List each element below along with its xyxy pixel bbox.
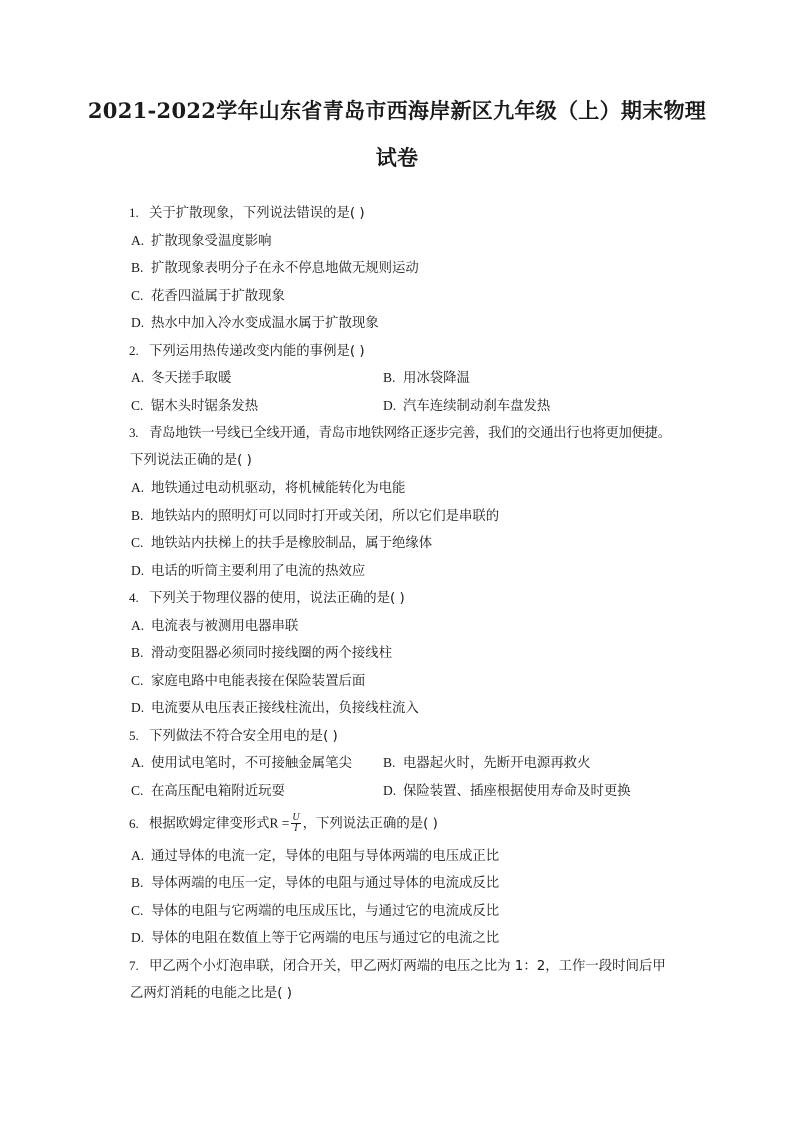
- question-2-option-c: [131, 397, 258, 416]
- question-1-option-a: [131, 232, 272, 251]
- question-text-continued: ，下列说法正确的是( ): [302, 816, 438, 832]
- formula-lhs: R =: [269, 815, 290, 831]
- option-text: 地铁站内扶梯上的扶手是橡胶制品，属于绝缘体: [151, 536, 433, 551]
- question-5-option-b: [383, 754, 590, 773]
- question-7-stem: [129, 957, 666, 976]
- question-number: 3.: [129, 425, 139, 440]
- option-text: 电话的听筒主要利用了电流的热效应: [151, 564, 366, 579]
- formula-numerator: U: [292, 812, 300, 823]
- option-text: 扩散现象受温度影响: [151, 234, 272, 249]
- question-text: 关于扩散现象，下列说法错误的是( ): [149, 206, 365, 221]
- question-number: 7.: [129, 958, 139, 973]
- question-6-option-d: [131, 929, 499, 948]
- option-label: B.: [131, 645, 144, 660]
- question-6-option-c: [131, 902, 499, 921]
- option-label: B.: [131, 875, 144, 890]
- question-7-stem-continued: 乙两灯消耗的电能之比是( ): [130, 986, 293, 1001]
- question-3-stem-continued: 下列说法正确的是( ): [130, 453, 252, 468]
- question-2-stem: [129, 342, 365, 361]
- question-4-stem: [129, 589, 405, 608]
- option-label: C.: [131, 288, 144, 303]
- question-3-stem: [129, 424, 671, 443]
- option-text: 扩散现象表明分子在永不停息地做无规则运动: [151, 261, 419, 276]
- question-3-option-c: [131, 534, 432, 553]
- question-1-option-b: [131, 259, 419, 278]
- question-6-option-a: [131, 847, 499, 866]
- formula-denominator: I: [294, 823, 298, 834]
- option-label: C.: [131, 398, 144, 413]
- page-title-continued: 试卷: [375, 145, 419, 170]
- question-number: 6.: [129, 815, 139, 831]
- question-number: 5.: [129, 728, 139, 743]
- question-4-option-d: [131, 699, 419, 718]
- option-label: B.: [131, 260, 144, 275]
- option-label: B.: [383, 370, 396, 385]
- formula-fraction: [291, 813, 300, 834]
- option-text: 用冰袋降温: [403, 371, 470, 386]
- option-text: 电流要从电压表正接线柱流出，负接线柱流入: [151, 701, 419, 716]
- option-text: 汽车连续制动刹车盘发热: [403, 399, 551, 414]
- option-text: 热水中加入冷水变成温水属于扩散现象: [151, 316, 379, 331]
- option-text: 花香四溢属于扩散现象: [151, 289, 285, 304]
- option-text: 滑动变阻器必须同时接线圈的两个接线柱: [151, 646, 393, 661]
- question-3-option-a: [131, 479, 405, 498]
- question-5-option-d: [383, 782, 631, 801]
- question-text: 下列关于物理仪器的使用，说法正确的是( ): [149, 591, 405, 606]
- question-5-option-c: [131, 782, 285, 801]
- question-text: 根据欧姆定律变形式: [149, 816, 270, 832]
- question-2-option-a: [131, 369, 231, 388]
- page-title: 2021-2022学年山东省青岛市西海岸新区九年级（上）期末物理: [87, 98, 707, 123]
- question-1-option-c: [131, 287, 285, 306]
- question-text: 甲乙两个小灯泡串联，闭合开关，甲乙两灯两端的电压之比为 1：2，工作一段时间后甲: [149, 959, 666, 974]
- question-1-stem: [129, 204, 365, 223]
- option-label: A.: [131, 618, 145, 633]
- question-text: 青岛地铁一号线已全线开通，青岛市地铁网络正逐步完善，我们的交通出行也将更加便捷。: [149, 426, 671, 441]
- option-label: D.: [383, 783, 397, 798]
- question-6-option-b: [131, 874, 499, 893]
- option-label: A.: [131, 755, 145, 770]
- option-label: D.: [383, 398, 397, 413]
- question-3-option-d: [131, 562, 365, 581]
- question-4-option-b: [131, 644, 392, 663]
- option-text: 家庭电路中电能表接在保险装置后面: [151, 674, 366, 689]
- question-4-option-a: [131, 617, 298, 636]
- option-label: D.: [131, 930, 145, 945]
- question-text: 下列运用热传递改变内能的事例是( ): [149, 344, 365, 359]
- option-label: B.: [131, 508, 144, 523]
- option-label: A.: [131, 480, 145, 495]
- question-number: 1.: [129, 205, 139, 220]
- option-label: A.: [131, 233, 145, 248]
- option-text: 地铁站内的照明灯可以同时打开或关闭，所以它们是串联的: [151, 509, 500, 524]
- option-text: 导体两端的电压一定，导体的电阻与通过导体的电流成反比: [151, 876, 500, 891]
- option-label: C.: [131, 535, 144, 550]
- option-text: 冬天搓手取暖: [151, 371, 232, 386]
- option-text: 电器起火时，先断开电源再救火: [403, 756, 591, 771]
- question-3-option-b: [131, 507, 499, 526]
- question-number: 4.: [129, 590, 139, 605]
- option-label: D.: [131, 563, 145, 578]
- option-text: 保险装置、插座根据使用寿命及时更换: [403, 784, 631, 799]
- option-label: C.: [131, 673, 144, 688]
- question-2-option-d: [383, 397, 550, 416]
- option-text: 导体的电阻在数值上等于它两端的电压与通过它的电流之比: [151, 931, 500, 946]
- question-1-option-d: [131, 314, 379, 333]
- option-text: 使用试电笔时，不可接触金属笔尖: [151, 756, 352, 771]
- option-label: A.: [131, 370, 145, 385]
- question-2-option-b: [383, 369, 470, 388]
- option-text: 在高压配电箱附近玩耍: [151, 784, 285, 799]
- option-text: 电流表与被测用电器串联: [151, 619, 299, 634]
- question-5-option-a: [131, 754, 352, 773]
- option-text: 锯木头时锯条发热: [151, 399, 259, 414]
- option-label: C.: [131, 903, 144, 918]
- question-text: 下列做法不符合安全用电的是( ): [149, 729, 338, 744]
- question-5-stem: [129, 727, 338, 746]
- option-label: D.: [131, 315, 145, 330]
- option-label: B.: [383, 755, 396, 770]
- option-label: C.: [131, 783, 144, 798]
- question-4-option-c: [131, 672, 365, 691]
- option-text: 通过导体的电流一定，导体的电阻与导体两端的电压成正比: [151, 849, 500, 864]
- option-text: 地铁通过电动机驱动，将机械能转化为电能: [151, 481, 406, 496]
- option-label: A.: [131, 848, 145, 863]
- option-label: D.: [131, 700, 145, 715]
- option-text: 导体的电阻与它两端的电压成压比，与通过它的电流成反比: [151, 904, 500, 919]
- question-6-stem: [129, 813, 438, 834]
- question-number: 2.: [129, 343, 139, 358]
